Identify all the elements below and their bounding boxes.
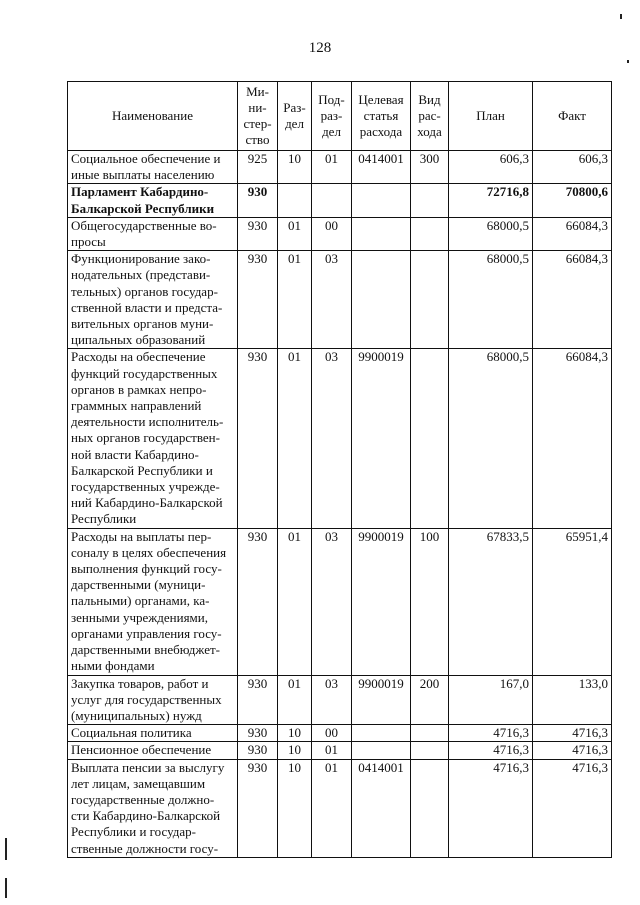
cell-target-article: 0414001 <box>352 759 411 857</box>
cell-name-line: лет лицам, замещавшим <box>71 775 206 791</box>
cell-fact: 66084,3 <box>533 251 612 349</box>
cell-name-line: (муниципальных) нужд <box>71 707 202 723</box>
cell-name-line: нодательных (представи- <box>71 267 211 283</box>
scan-mark-left-1 <box>5 838 7 860</box>
cell-subsection: 01 <box>312 759 352 857</box>
scan-mark-left-2 <box>5 878 7 898</box>
cell-target-article <box>352 742 411 759</box>
cell-expense-type <box>411 742 449 759</box>
cell-target-article: 9900019 <box>352 528 411 675</box>
cell-section: 01 <box>278 528 312 675</box>
cell-subsection: 03 <box>312 251 352 349</box>
table-row <box>68 151 612 184</box>
cell-section: 10 <box>278 151 312 184</box>
cell-name-line: Расходы на выплаты пер- <box>71 528 212 544</box>
cell-name-line: Расходы на обеспечение <box>71 349 206 365</box>
cell-name-line: иные выплаты населению <box>71 167 215 183</box>
cell-plan: 68000,5 <box>449 349 533 528</box>
cell-name-line: Пенсионное обеспечение <box>71 742 212 758</box>
cell-name <box>68 251 238 349</box>
cell-name-line: ственные должности госу- <box>71 840 219 856</box>
cell-expense-type <box>411 759 449 857</box>
table-row <box>68 675 612 725</box>
cell-expense-type: 300 <box>411 151 449 184</box>
cell-name-line: ственной власти и предста- <box>71 299 223 315</box>
cell-name-line: просы <box>71 234 106 250</box>
cell-section: 01 <box>278 217 312 250</box>
table-body <box>68 151 612 858</box>
scan-mark-top <box>620 14 622 19</box>
cell-name-line: услуг для государственных <box>71 691 222 707</box>
budget-table <box>67 81 612 858</box>
cell-name-line: Парламент Кабардино- <box>71 184 209 200</box>
cell-name-line: ными фондами <box>71 658 155 674</box>
cell-name-line: Социальное обеспечение и <box>71 151 221 166</box>
cell-name-line: Балкарской Республики и <box>71 462 213 478</box>
cell-name-line: ной власти Кабардино- <box>71 446 199 462</box>
cell-section: 10 <box>278 742 312 759</box>
cell-expense-type <box>411 217 449 250</box>
cell-name <box>68 349 238 528</box>
cell-subsection: 01 <box>312 151 352 184</box>
cell-name-line: сти Кабардино-Балкарской <box>71 808 221 824</box>
page-number: 128 <box>308 40 332 56</box>
cell-name-line: ных органов государствен- <box>71 430 220 446</box>
table-row <box>68 349 612 528</box>
cell-fact: 606,3 <box>533 151 612 184</box>
cell-subsection: 03 <box>312 349 352 528</box>
cell-name <box>68 528 238 675</box>
cell-name-line: функций государственных <box>71 365 218 381</box>
cell-target-article: 0414001 <box>352 151 411 184</box>
cell-fact: 70800,6 <box>533 184 612 217</box>
cell-name-line: органами управления госу- <box>71 625 222 641</box>
cell-ministry: 930 <box>238 528 278 675</box>
cell-section: 01 <box>278 675 312 725</box>
cell-section: 10 <box>278 725 312 742</box>
cell-fact: 66084,3 <box>533 217 612 250</box>
cell-target-article <box>352 251 411 349</box>
cell-plan: 72716,8 <box>449 184 533 217</box>
table-row <box>68 251 612 349</box>
cell-expense-type <box>411 725 449 742</box>
scan-mark-right <box>627 60 629 63</box>
cell-subsection: 00 <box>312 725 352 742</box>
cell-subsection: 00 <box>312 217 352 250</box>
cell-target-article <box>352 725 411 742</box>
cell-expense-type <box>411 251 449 349</box>
table-row <box>68 759 612 857</box>
cell-plan: 4716,3 <box>449 742 533 759</box>
cell-name-line: Закупка товаров, работ и <box>71 675 209 691</box>
cell-ministry: 930 <box>238 742 278 759</box>
cell-fact: 4716,3 <box>533 742 612 759</box>
cell-section: 01 <box>278 349 312 528</box>
cell-plan: 4716,3 <box>449 759 533 857</box>
cell-plan: 167,0 <box>449 675 533 725</box>
cell-name <box>68 675 238 725</box>
cell-plan: 67833,5 <box>449 528 533 675</box>
header-target-article: Целевая статья расхода <box>352 82 411 151</box>
cell-name <box>68 759 238 857</box>
cell-fact: 133,0 <box>533 675 612 725</box>
cell-name-line: Республики <box>71 511 137 527</box>
table-header-row <box>68 82 612 151</box>
cell-subsection: 03 <box>312 675 352 725</box>
table-row <box>68 742 612 759</box>
header-ministry: Ми- ни- стер- ство <box>238 82 278 151</box>
cell-ministry: 930 <box>238 759 278 857</box>
cell-target-article <box>352 184 411 217</box>
cell-fact: 4716,3 <box>533 759 612 857</box>
cell-fact: 65951,4 <box>533 528 612 675</box>
cell-expense-type: 100 <box>411 528 449 675</box>
header-name: Наименование <box>68 82 238 151</box>
cell-ministry: 930 <box>238 725 278 742</box>
cell-expense-type: 200 <box>411 675 449 725</box>
cell-ministry: 925 <box>238 151 278 184</box>
cell-name-line: государственные должно- <box>71 791 215 807</box>
cell-ministry: 930 <box>238 251 278 349</box>
cell-name-line: Социальная политика <box>71 725 192 741</box>
table-row <box>68 184 612 217</box>
table-row <box>68 725 612 742</box>
cell-name-line: вительных органов муни- <box>71 316 214 332</box>
cell-name-line: Республики и государ- <box>71 824 196 840</box>
cell-name-line: граммных направлений <box>71 398 202 414</box>
cell-name-line: ний Кабардино-Балкарской <box>71 495 223 511</box>
cell-name-line: ципальных образований <box>71 332 206 348</box>
cell-name-line: дарственными внебюджет- <box>71 642 220 658</box>
cell-ministry: 930 <box>238 675 278 725</box>
cell-name-line: пальными) органами, ка- <box>71 593 210 609</box>
table-row <box>68 217 612 250</box>
cell-ministry: 930 <box>238 184 278 217</box>
cell-name <box>68 151 238 184</box>
cell-fact: 66084,3 <box>533 349 612 528</box>
cell-subsection: 01 <box>312 742 352 759</box>
cell-expense-type <box>411 184 449 217</box>
cell-name-line: зенными учреждениями, <box>71 609 208 625</box>
cell-name-line: государственных учрежде- <box>71 479 220 495</box>
cell-name-line: дарственными (муници- <box>71 577 206 593</box>
header-fact: Факт <box>533 82 612 151</box>
header-subsection: Под- раз- дел <box>312 82 352 151</box>
cell-name-line: тельных) органов государ- <box>71 283 218 299</box>
cell-plan: 4716,3 <box>449 725 533 742</box>
cell-subsection: 03 <box>312 528 352 675</box>
cell-name <box>68 725 238 742</box>
cell-name-line: выполнения функций госу- <box>71 561 222 577</box>
cell-fact: 4716,3 <box>533 725 612 742</box>
cell-name-line: Общегосударственные во- <box>71 217 217 233</box>
cell-plan: 68000,5 <box>449 217 533 250</box>
cell-ministry: 930 <box>238 217 278 250</box>
cell-name-line: Функционирование зако- <box>71 251 211 267</box>
cell-target-article: 9900019 <box>352 675 411 725</box>
cell-target-article <box>352 217 411 250</box>
header-expense-type: Вид рас- хода <box>411 82 449 151</box>
cell-ministry: 930 <box>238 349 278 528</box>
cell-target-article: 9900019 <box>352 349 411 528</box>
cell-name <box>68 217 238 250</box>
cell-section <box>278 184 312 217</box>
cell-plan: 606,3 <box>449 151 533 184</box>
cell-expense-type <box>411 349 449 528</box>
cell-name <box>68 742 238 759</box>
cell-name-line: Выплата пенсии за выслугу <box>71 759 225 775</box>
cell-name-line: органов в рамках непро- <box>71 381 207 397</box>
cell-name <box>68 184 238 217</box>
cell-plan: 68000,5 <box>449 251 533 349</box>
header-section: Раз- дел <box>278 82 312 151</box>
cell-section: 01 <box>278 251 312 349</box>
table-row <box>68 528 612 675</box>
cell-subsection <box>312 184 352 217</box>
cell-name-line: Балкарской Республики <box>71 200 215 216</box>
cell-name-line: соналу в целях обеспечения <box>71 544 227 560</box>
cell-section: 10 <box>278 759 312 857</box>
cell-name-line: деятельности исполнитель- <box>71 414 224 430</box>
header-plan: План <box>449 82 533 151</box>
